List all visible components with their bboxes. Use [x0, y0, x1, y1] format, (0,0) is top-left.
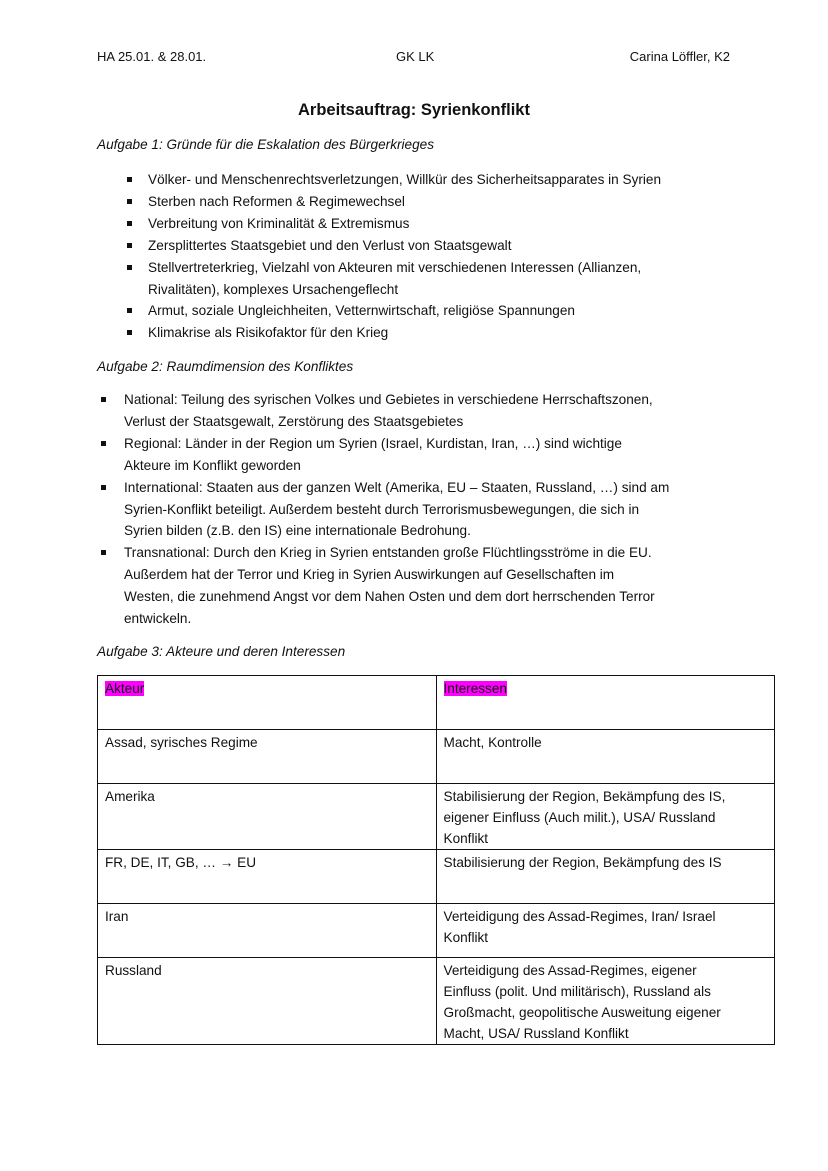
list-item — [148, 257, 661, 301]
list-item — [148, 235, 661, 257]
cell-actor — [98, 904, 437, 958]
interests-text: Macht, Kontrolle — [443, 735, 542, 750]
list-item-text: Akteure im Konflikt geworden — [124, 457, 301, 473]
interests-text: Stabilisierung der Region, Bekämpfung des IS — [443, 855, 722, 870]
column-header-actor — [98, 676, 437, 730]
interests-text: Konflikt — [443, 831, 489, 846]
bullet-icon — [127, 199, 132, 204]
task1-heading: Aufgabe 1: Gründe für die Eskalation des Bürgerkrieges — [97, 137, 435, 152]
list-item-text: Außerdem hat der Terror und Krieg in Syrien Auswirkungen auf Gesellschaften im — [124, 567, 615, 583]
list-item-text: Transnational: Durch den Krieg in Syrien entstanden große Flüchtlingsströme in die EU. — [124, 545, 652, 561]
interests-text: Stabilisierung der Region, Bekämpfung des IS, — [443, 789, 726, 804]
table-row — [98, 958, 775, 1045]
cell-actor — [98, 784, 437, 850]
list-item — [124, 433, 669, 477]
list-item — [148, 191, 661, 213]
bullet-icon — [101, 550, 106, 555]
header-left: HA 25.01. & 28.01. — [97, 49, 207, 64]
interests-text: Konflikt — [443, 930, 489, 945]
cell-interests — [436, 850, 775, 904]
table-header-row — [98, 676, 775, 730]
list-item — [148, 300, 661, 322]
actor-text: Russland — [105, 963, 162, 978]
cell-actor — [98, 850, 437, 904]
table-row — [98, 730, 775, 784]
actor-text: Iran — [105, 909, 129, 924]
cell-actor — [98, 958, 437, 1045]
actors-table — [97, 675, 775, 1045]
highlighted-text: Interessen — [443, 681, 507, 696]
table-row — [98, 850, 775, 904]
list-item-text: Verbreitung von Kriminalität & Extremismus — [148, 215, 410, 231]
list-item — [124, 477, 669, 543]
list-item-text: International: Staaten aus der ganzen Welt (Amerika, EU – Staaten, Russland, …) sind am — [124, 479, 670, 495]
bullet-icon — [127, 221, 132, 226]
actor-text: Amerika — [105, 789, 155, 804]
list-item-text: Verlust der Staatsgewalt, Zerstörung des Staatsgebietes — [124, 413, 464, 429]
interests-text: Verteidigung des Assad-Regimes, Iran/ Israel — [443, 909, 716, 924]
list-item-text: Syrien-Konflikt beteiligt. Außerdem besteht durch Terrorismusbewegungen, die sich in — [124, 501, 640, 517]
bullet-icon — [127, 243, 132, 248]
list-item — [124, 542, 669, 630]
highlighted-text: Akteur — [105, 681, 145, 696]
cell-interests — [436, 730, 775, 784]
bullet-icon — [101, 485, 106, 490]
page-title: Arbeitsauftrag: Syrienkonflikt — [298, 101, 530, 119]
interests-text: Macht, USA/ Russland Konflikt — [443, 1026, 629, 1041]
list-item-text: Zersplittertes Staatsgebiet und den Verlust von Staatsgewalt — [148, 237, 512, 253]
interests-text: Verteidigung des Assad-Regimes, eigener — [443, 963, 697, 978]
task2-heading: Aufgabe 2: Raumdimension des Konfliktes — [97, 359, 354, 374]
interests-text: Einfluss (polit. Und militärisch), Russland als — [443, 984, 711, 999]
task1-list — [148, 169, 661, 344]
list-item-text: Regional: Länder in der Region um Syrien (Israel, Kurdistan, Iran, …) sind wichtige — [124, 435, 622, 451]
column-header-interests — [436, 676, 775, 730]
cell-interests — [436, 904, 775, 958]
list-item-text: Sterben nach Reformen & Regimewechsel — [148, 193, 405, 209]
bullet-icon — [127, 308, 132, 313]
bullet-icon — [127, 265, 132, 270]
actor-text: Assad, syrisches Regime — [105, 735, 258, 750]
header-center: GK LK — [396, 49, 435, 64]
task2-list — [124, 389, 669, 630]
list-item-text: Rivalitäten), komplexes Ursachengeflecht — [148, 281, 399, 297]
list-item — [148, 169, 661, 191]
list-item-text: Völker- und Menschenrechtsverletzungen, Willkür des Sicherheitsapparates in Syrien — [148, 172, 662, 187]
table-row — [98, 784, 775, 850]
list-item-text: Syrien bilden (z.B. den IS) eine internationale Bedrohung. — [124, 523, 471, 539]
interests-text: eigener Einfluss (Auch milit.), USA/ Russland — [443, 810, 716, 825]
cell-actor — [98, 730, 437, 784]
table-row — [98, 904, 775, 958]
list-item — [124, 389, 669, 433]
bullet-icon — [101, 397, 106, 402]
header-right: Carina Löffler, K2 — [629, 49, 730, 64]
list-item-text: Klimakrise als Risikofaktor für den Krieg — [148, 325, 389, 341]
bullet-icon — [101, 441, 106, 446]
list-item-text: entwickeln. — [124, 611, 192, 627]
list-item — [148, 213, 661, 235]
list-item-text: National: Teilung des syrischen Volkes und Gebietes in verschiedene Herrschaftszonen, — [124, 392, 653, 407]
list-item-text: Stellvertreterkrieg, Vielzahl von Akteuren mit verschiedenen Interessen (Allianzen, — [148, 259, 642, 275]
cell-interests — [436, 958, 775, 1045]
list-item-text: Westen, die zunehmend Angst vor dem Nahen Osten und dem dort herrschenden Terror — [124, 589, 655, 605]
list-item-text: Armut, soziale Ungleichheiten, Vetternwirtschaft, religiöse Spannungen — [148, 303, 575, 319]
cell-interests — [436, 784, 775, 850]
task3-heading: Aufgabe 3: Akteure und deren Interessen — [97, 644, 346, 659]
bullet-icon — [127, 177, 132, 182]
actor-text: FR, DE, IT, GB, … → EU — [105, 855, 257, 870]
list-item — [148, 322, 661, 344]
bullet-icon — [127, 330, 132, 335]
interests-text: Großmacht, geopolitische Ausweitung eigener — [443, 1005, 721, 1020]
